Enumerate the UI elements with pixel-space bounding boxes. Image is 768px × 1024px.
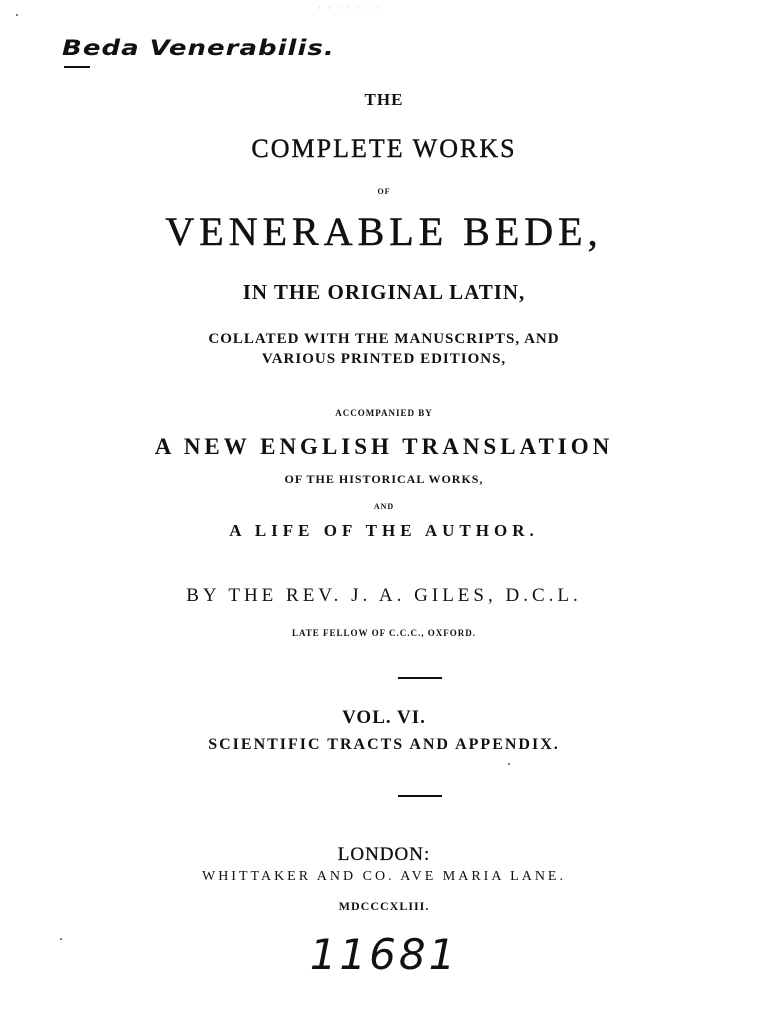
original-latin-line: IN THE ORIGINAL LATIN,: [242, 280, 526, 304]
ink-speck: [16, 14, 18, 16]
imprint-place: LONDON:: [337, 844, 431, 865]
accompanied-by-line: ACCOMPANIED BY: [335, 408, 433, 418]
collated-line-2: VARIOUS PRINTED EDITIONS,: [261, 351, 507, 367]
title-complete-works: COMPLETE WORKS: [251, 134, 517, 163]
ink-speck: [60, 938, 62, 940]
library-stamp: · · · · · · ·: [318, 4, 382, 14]
signature-underline: [64, 66, 90, 68]
handwritten-shelfmark: 11681: [309, 930, 459, 979]
author-byline: BY THE REV. J. A. GILES, D.C.L.: [186, 585, 582, 606]
life-of-author-line: A LIFE OF THE AUTHOR.: [229, 521, 539, 540]
author-affiliation: LATE FELLOW OF C.C.C., OXFORD.: [291, 628, 477, 638]
and-line: AND: [373, 502, 395, 511]
handwritten-signature: Beda Venerabilis.: [62, 36, 335, 61]
ink-speck: [508, 763, 510, 765]
volume-subtitle: SCIENTIFIC TRACTS AND APPENDIX.: [208, 736, 560, 753]
divider-rule-bottom: [398, 795, 442, 797]
title-the: THE: [364, 90, 404, 109]
title-author-name: VENERABLE BEDE,: [165, 209, 603, 254]
imprint-year: MDCCCXLIII.: [338, 899, 430, 913]
translation-line: A NEW ENGLISH TRANSLATION: [154, 434, 614, 459]
divider-rule-top: [398, 677, 442, 679]
historical-works-line: OF THE HISTORICAL WORKS,: [284, 472, 484, 486]
imprint-publisher: WHITTAKER AND CO. AVE MARIA LANE.: [201, 869, 566, 884]
collated-line-1: COLLATED WITH THE MANUSCRIPTS, AND: [208, 331, 560, 347]
title-of: OF: [377, 187, 391, 196]
volume-number: VOL. VI.: [342, 707, 426, 728]
